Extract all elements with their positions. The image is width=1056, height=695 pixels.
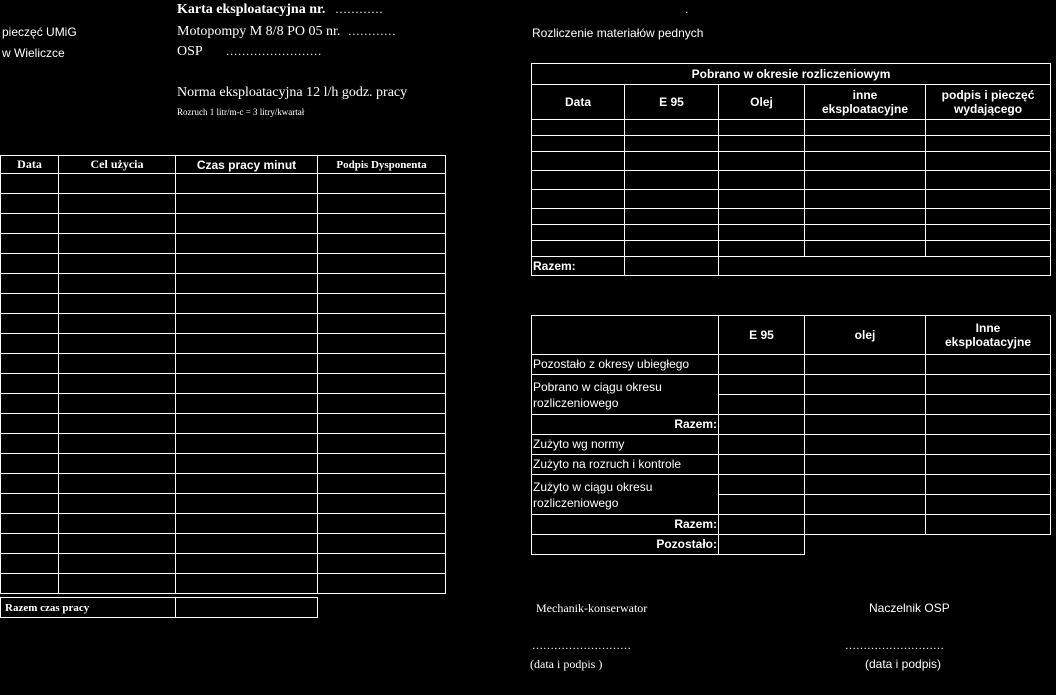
draw-cell[interactable]	[719, 225, 805, 241]
draw-cell[interactable]	[719, 152, 805, 171]
norm-text: Norma eksploatacyjna 12 l/h godz. pracy	[177, 85, 408, 100]
log-cell[interactable]	[318, 474, 446, 494]
sum-row-remaining	[532, 535, 1051, 555]
draw-col-signature: podpis i pieczęć wydającego	[926, 85, 1051, 120]
log-row	[1, 454, 446, 474]
draw-cell[interactable]	[926, 120, 1051, 136]
sum-cell[interactable]	[926, 375, 1051, 395]
log-cell[interactable]	[176, 474, 318, 494]
draw-cell[interactable]	[719, 136, 805, 152]
draw-cell[interactable]	[532, 209, 625, 225]
sum-cell[interactable]	[805, 415, 926, 435]
summary-table	[531, 315, 1051, 555]
draw-cell[interactable]	[805, 190, 926, 209]
log-cell[interactable]	[176, 354, 318, 374]
sum-label-total-1: Razem:	[532, 415, 719, 435]
sum-cell[interactable]	[719, 515, 805, 535]
header-dot: .	[685, 2, 689, 16]
sum-label-startup: Zużyto na rozruch i kontrole	[532, 455, 719, 475]
log-cell[interactable]	[176, 434, 318, 454]
draw-cell[interactable]	[625, 209, 719, 225]
sum-cell[interactable]	[926, 415, 1051, 435]
sum-cell[interactable]	[926, 355, 1051, 375]
sum-row-total-2	[532, 515, 1051, 535]
log-cell[interactable]	[176, 314, 318, 334]
sum-col-blank	[532, 316, 719, 355]
draw-row	[532, 171, 1051, 190]
settlement-title: Rozliczenie materiałów pednych	[532, 26, 704, 40]
sum-cell[interactable]	[719, 475, 805, 495]
sum-cell[interactable]	[719, 535, 805, 555]
log-cell[interactable]	[59, 494, 176, 514]
draw-col-oil: Olej	[719, 85, 805, 120]
log-cell[interactable]	[1, 534, 59, 554]
total-work-time-label: Razem czas pracy	[1, 598, 176, 618]
log-row	[1, 494, 446, 514]
sum-cell[interactable]	[719, 455, 805, 475]
log-cell[interactable]	[1, 434, 59, 454]
log-row	[1, 254, 446, 274]
log-cell[interactable]	[1, 454, 59, 474]
log-cell[interactable]	[318, 414, 446, 434]
sum-col-e95: E 95	[719, 316, 805, 355]
draw-cell[interactable]	[532, 136, 625, 152]
log-cell[interactable]	[1, 354, 59, 374]
log-cell[interactable]	[318, 574, 446, 594]
log-cell[interactable]	[59, 274, 176, 294]
log-row	[1, 534, 446, 554]
log-cell[interactable]	[318, 394, 446, 414]
log-cell[interactable]	[59, 194, 176, 214]
draw-cell[interactable]	[805, 171, 926, 190]
log-cell[interactable]	[318, 274, 446, 294]
draw-caption: Pobrano w okresie rozliczeniowym	[532, 64, 1051, 85]
draw-cell[interactable]	[926, 136, 1051, 152]
draw-cell[interactable]	[805, 120, 926, 136]
draw-row	[532, 241, 1051, 257]
draw-cell[interactable]	[805, 225, 926, 241]
log-cell[interactable]	[1, 174, 59, 194]
usage-log-body	[1, 174, 446, 594]
sum-cell[interactable]	[805, 455, 926, 475]
log-cell[interactable]	[59, 534, 176, 554]
draw-cell[interactable]	[926, 171, 1051, 190]
log-row	[1, 354, 446, 374]
log-cell[interactable]	[176, 214, 318, 234]
draw-cell[interactable]	[926, 225, 1051, 241]
sum-label-used: Zużyto w ciągu okresu rozliczeniowego	[532, 475, 719, 515]
log-cell[interactable]	[176, 254, 318, 274]
log-cell[interactable]	[1, 514, 59, 534]
draw-cell[interactable]	[625, 120, 719, 136]
draw-cell[interactable]	[926, 241, 1051, 257]
draw-total-label: Razem:	[532, 257, 625, 276]
chief-hint: (data i podpis)	[865, 657, 942, 671]
osp-label: OSP	[177, 44, 203, 59]
log-cell[interactable]	[59, 374, 176, 394]
draw-total-rest	[719, 257, 1051, 276]
log-cell[interactable]	[318, 554, 446, 574]
sum-cell[interactable]	[926, 455, 1051, 475]
col-signature: Podpis Dysponenta	[318, 156, 446, 174]
draw-col-date: Data	[532, 85, 625, 120]
draw-row	[532, 190, 1051, 209]
draw-cell[interactable]	[719, 190, 805, 209]
draw-body	[532, 120, 1051, 257]
sum-cell[interactable]	[719, 495, 805, 515]
mechanic-dots: ………………………	[532, 640, 631, 652]
sum-cell[interactable]	[719, 395, 805, 415]
log-cell[interactable]	[318, 354, 446, 374]
sum-row-drawn	[532, 375, 1051, 395]
total-work-time-cell[interactable]	[176, 598, 318, 618]
log-cell[interactable]	[176, 294, 318, 314]
sum-cell[interactable]	[719, 375, 805, 395]
log-cell[interactable]	[318, 494, 446, 514]
log-cell[interactable]	[318, 294, 446, 314]
draw-cell[interactable]	[532, 152, 625, 171]
card-number-dots: …………	[334, 2, 383, 16]
sum-col-other: Inne eksploatacyjne	[926, 316, 1051, 355]
draw-cell[interactable]	[625, 171, 719, 190]
draw-cell[interactable]	[532, 225, 625, 241]
draw-row	[532, 120, 1051, 136]
log-row	[1, 434, 446, 454]
log-cell[interactable]	[1, 234, 59, 254]
pump-number-dots: …………	[347, 24, 396, 38]
sum-row-previous	[532, 355, 1051, 375]
rozruch-text: Rozruch 1 litr/m-c = 3 litry/kwartał	[177, 107, 305, 117]
log-cell[interactable]	[176, 514, 318, 534]
draw-cell[interactable]	[719, 171, 805, 190]
draw-cell[interactable]	[926, 209, 1051, 225]
log-cell[interactable]	[1, 474, 59, 494]
draw-cell[interactable]	[719, 120, 805, 136]
sum-row-total-1	[532, 415, 1051, 435]
log-cell[interactable]	[1, 314, 59, 334]
log-row	[1, 334, 446, 354]
log-cell[interactable]	[1, 254, 59, 274]
log-cell[interactable]	[59, 294, 176, 314]
draw-cell[interactable]	[805, 241, 926, 257]
draw-col-e95: E 95	[625, 85, 719, 120]
log-cell[interactable]	[59, 354, 176, 374]
log-cell[interactable]	[318, 314, 446, 334]
draw-cell[interactable]	[625, 152, 719, 171]
draw-cell[interactable]	[532, 241, 625, 257]
draw-cell[interactable]	[532, 120, 625, 136]
log-cell[interactable]	[59, 554, 176, 574]
log-cell[interactable]	[318, 194, 446, 214]
draw-cell[interactable]	[805, 152, 926, 171]
usage-log-table	[0, 155, 446, 594]
sum-cell-blank	[805, 535, 926, 555]
log-cell[interactable]	[318, 454, 446, 474]
log-row	[1, 474, 446, 494]
log-cell[interactable]	[59, 454, 176, 474]
log-cell[interactable]	[318, 214, 446, 234]
pump-line	[177, 24, 396, 40]
draw-cell[interactable]	[625, 136, 719, 152]
draw-cell[interactable]	[805, 209, 926, 225]
draw-row	[532, 225, 1051, 241]
log-cell[interactable]	[176, 194, 318, 214]
log-cell[interactable]	[59, 414, 176, 434]
log-cell[interactable]	[318, 434, 446, 454]
log-cell[interactable]	[318, 514, 446, 534]
log-cell[interactable]	[59, 214, 176, 234]
sum-cell[interactable]	[719, 435, 805, 455]
log-cell[interactable]	[318, 534, 446, 554]
draw-cell[interactable]	[719, 209, 805, 225]
log-cell[interactable]	[176, 394, 318, 414]
sum-label-previous: Pozostało z okresy ubiegłego	[532, 355, 719, 375]
sum-row-norm	[532, 435, 1051, 455]
draw-cell[interactable]	[719, 241, 805, 257]
log-row	[1, 214, 446, 234]
log-row	[1, 414, 446, 434]
sum-label-drawn: Pobrano w ciągu okresu rozliczeniowego	[532, 375, 719, 415]
draw-cell[interactable]	[532, 190, 625, 209]
log-cell[interactable]	[59, 314, 176, 334]
draw-row	[532, 209, 1051, 225]
log-cell[interactable]	[176, 534, 318, 554]
log-cell[interactable]	[1, 334, 59, 354]
log-row	[1, 234, 446, 254]
draw-col-other: inne eksploatacyjne	[805, 85, 926, 120]
log-cell[interactable]	[59, 394, 176, 414]
sum-cell[interactable]	[805, 395, 926, 415]
log-cell[interactable]	[1, 194, 59, 214]
log-cell[interactable]	[318, 254, 446, 274]
log-cell[interactable]	[176, 274, 318, 294]
sum-cell[interactable]	[926, 515, 1051, 535]
log-cell[interactable]	[59, 174, 176, 194]
log-cell[interactable]	[1, 394, 59, 414]
col-purpose: Cel użycia	[59, 156, 176, 174]
card-title: Karta eksploatacyjna nr.	[177, 2, 326, 17]
draw-cell[interactable]	[625, 190, 719, 209]
draw-cell[interactable]	[805, 136, 926, 152]
osp-line	[177, 44, 322, 60]
stamp-line-1: pieczęć UMiG	[2, 25, 77, 39]
log-cell[interactable]	[1, 494, 59, 514]
usage-total-table	[0, 597, 318, 618]
chief-dots: ………………………	[845, 640, 944, 652]
log-cell[interactable]	[59, 254, 176, 274]
log-row	[1, 174, 446, 194]
log-cell[interactable]	[59, 434, 176, 454]
stamp-line-2: w Wieliczce	[2, 46, 65, 60]
log-row	[1, 274, 446, 294]
log-cell[interactable]	[1, 294, 59, 314]
sum-label-total-2: Razem:	[532, 515, 719, 535]
card-title-line	[177, 2, 383, 18]
log-row	[1, 294, 446, 314]
log-cell[interactable]	[176, 414, 318, 434]
log-cell[interactable]	[176, 174, 318, 194]
sum-label-norm: Zużyto wg normy	[532, 435, 719, 455]
draw-total-e95[interactable]	[625, 257, 719, 276]
log-cell[interactable]	[1, 574, 59, 594]
log-cell[interactable]	[176, 554, 318, 574]
draw-table	[531, 63, 1051, 276]
log-cell[interactable]	[176, 494, 318, 514]
log-row	[1, 554, 446, 574]
sum-cell[interactable]	[926, 435, 1051, 455]
sum-cell-blank	[926, 535, 1051, 555]
log-row	[1, 374, 446, 394]
mechanic-label: Mechanik-konserwator	[536, 601, 648, 615]
col-work-time: Czas pracy minut	[176, 156, 318, 174]
draw-cell[interactable]	[625, 241, 719, 257]
sum-label-remaining: Pozostało:	[532, 535, 719, 555]
log-row	[1, 394, 446, 414]
log-cell[interactable]	[1, 374, 59, 394]
chief-label: Naczelnik OSP	[869, 601, 950, 615]
pump-label: Motopompy M 8/8 PO 05 nr.	[177, 24, 341, 39]
log-row	[1, 574, 446, 594]
log-row	[1, 194, 446, 214]
log-cell[interactable]	[59, 474, 176, 494]
sum-row-startup	[532, 455, 1051, 475]
log-cell[interactable]	[1, 554, 59, 574]
log-cell[interactable]	[318, 234, 446, 254]
sum-cell[interactable]	[805, 435, 926, 455]
sum-row-used	[532, 475, 1051, 495]
log-cell[interactable]	[176, 454, 318, 474]
draw-cell[interactable]	[532, 171, 625, 190]
draw-cell[interactable]	[926, 152, 1051, 171]
draw-cell[interactable]	[625, 225, 719, 241]
col-date: Data	[1, 156, 59, 174]
log-row	[1, 314, 446, 334]
sum-cell[interactable]	[805, 355, 926, 375]
sum-col-oil: olej	[805, 316, 926, 355]
sum-cell[interactable]	[719, 355, 805, 375]
log-cell[interactable]	[176, 334, 318, 354]
sum-cell[interactable]	[926, 395, 1051, 415]
log-cell[interactable]	[59, 334, 176, 354]
log-cell[interactable]	[176, 574, 318, 594]
log-cell[interactable]	[59, 574, 176, 594]
log-cell[interactable]	[1, 214, 59, 234]
log-cell[interactable]	[176, 374, 318, 394]
mechanic-hint: (data i podpis )	[530, 657, 603, 671]
sum-cell[interactable]	[805, 495, 926, 515]
sum-cell[interactable]	[926, 475, 1051, 495]
osp-dots: ……………………	[225, 44, 322, 58]
log-cell[interactable]	[1, 414, 59, 434]
log-cell[interactable]	[318, 334, 446, 354]
sum-cell[interactable]	[926, 495, 1051, 515]
draw-row	[532, 152, 1051, 171]
log-cell[interactable]	[59, 234, 176, 254]
draw-cell[interactable]	[926, 190, 1051, 209]
sum-cell[interactable]	[805, 375, 926, 395]
sum-cell[interactable]	[805, 515, 926, 535]
log-cell[interactable]	[176, 234, 318, 254]
sum-cell[interactable]	[805, 475, 926, 495]
draw-row	[532, 136, 1051, 152]
log-cell[interactable]	[318, 374, 446, 394]
sum-cell[interactable]	[719, 415, 805, 435]
log-cell[interactable]	[1, 274, 59, 294]
log-cell[interactable]	[59, 514, 176, 534]
log-row	[1, 514, 446, 534]
log-cell[interactable]	[318, 174, 446, 194]
